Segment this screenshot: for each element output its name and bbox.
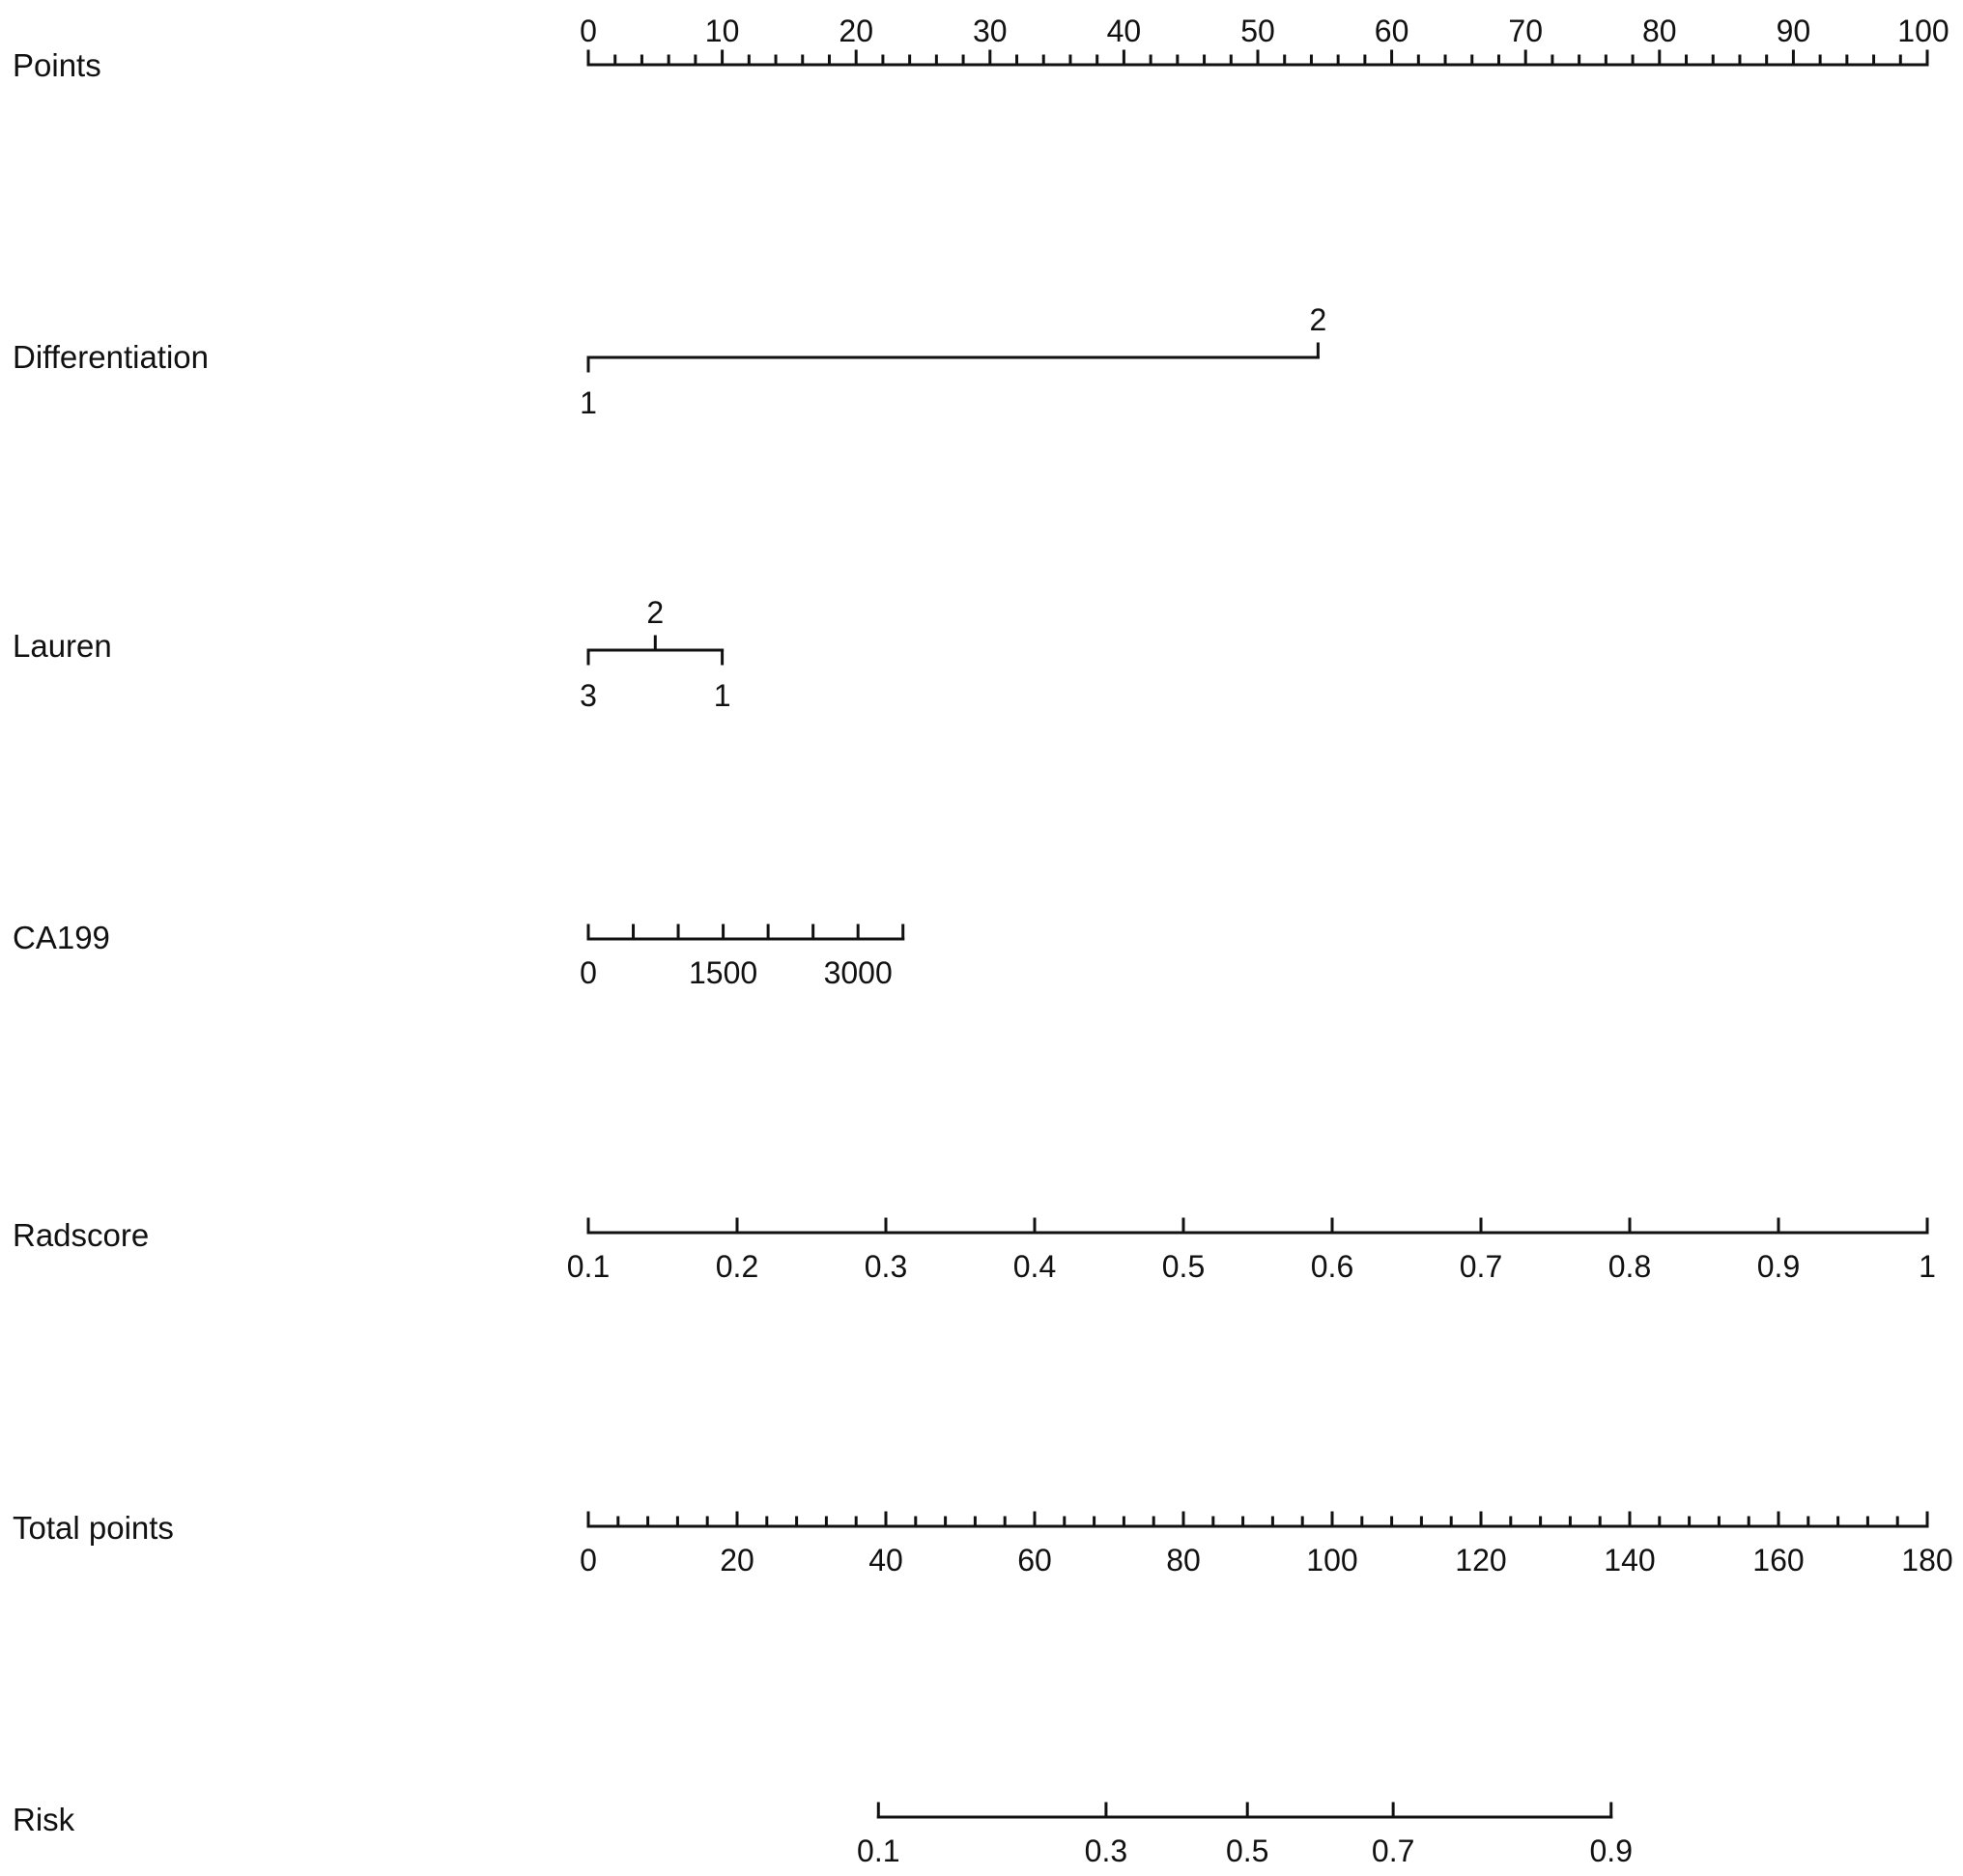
lauren-tick-label-level-1: 1	[713, 678, 731, 713]
points-tick-label-80: 80	[1642, 14, 1677, 48]
row-label-ca199: CA199	[13, 920, 110, 955]
radscore-tick-label-0-4: 0.4	[1012, 1249, 1057, 1284]
total-points-tick-label-100: 100	[1306, 1543, 1358, 1578]
total-points-tick-label-180: 180	[1901, 1543, 1953, 1578]
risk-tick-label-0-3: 0.3	[1084, 1833, 1128, 1868]
points-tick-label-60: 60	[1374, 14, 1409, 48]
points-tick-label-10: 10	[704, 14, 740, 48]
radscore-tick-label-0-6: 0.6	[1310, 1249, 1354, 1284]
differentiation-tick-label-level-2: 2	[1309, 302, 1327, 337]
ca199-tick-label-1500: 1500	[688, 955, 758, 990]
points-tick-label-70: 70	[1508, 14, 1543, 48]
row-label-lauren: Lauren	[13, 628, 112, 664]
total-points-tick-label-80: 80	[1166, 1543, 1201, 1578]
risk-tick-label-0-1: 0.1	[857, 1833, 900, 1868]
total-points-tick-label-60: 60	[1017, 1543, 1052, 1578]
row-label-differentiation: Differentiation	[13, 339, 210, 375]
radscore-tick-label-0-5: 0.5	[1161, 1249, 1206, 1284]
total-points-tick-label-160: 160	[1752, 1543, 1805, 1578]
points-tick-label-0: 0	[580, 14, 597, 48]
differentiation-tick-label-level-1: 1	[580, 385, 597, 420]
ca199-tick-label-3000: 3000	[823, 955, 893, 990]
risk-tick-label-0-5: 0.5	[1225, 1833, 1269, 1868]
radscore-tick-label-0-7: 0.7	[1459, 1249, 1503, 1284]
radscore-tick-label-0-9: 0.9	[1756, 1249, 1801, 1284]
points-tick-label-50: 50	[1240, 14, 1275, 48]
points-tick-label-30: 30	[973, 14, 1008, 48]
row-label-total-points: Total points	[13, 1510, 174, 1546]
radscore-tick-label-0-3: 0.3	[864, 1249, 908, 1284]
points-tick-label-40: 40	[1106, 14, 1142, 48]
risk-tick-label-0-9: 0.9	[1589, 1833, 1633, 1868]
points-tick-label-20: 20	[839, 14, 873, 48]
total-points-tick-label-0: 0	[580, 1543, 597, 1578]
row-label-risk: Risk	[13, 1802, 75, 1837]
radscore-tick-label-0-1: 0.1	[566, 1249, 611, 1284]
total-points-tick-label-120: 120	[1455, 1543, 1507, 1578]
radscore-tick-label-1: 1	[1919, 1249, 1936, 1284]
row-label-radscore: Radscore	[13, 1217, 150, 1253]
total-points-tick-label-140: 140	[1604, 1543, 1656, 1578]
lauren-tick-label-level-3: 3	[580, 678, 597, 713]
total-points-tick-label-40: 40	[868, 1543, 903, 1578]
total-points-tick-label-20: 20	[720, 1543, 754, 1578]
risk-tick-label-0-7: 0.7	[1371, 1833, 1415, 1868]
points-tick-label-100: 100	[1897, 14, 1949, 48]
points-tick-label-90: 90	[1776, 14, 1811, 48]
row-label-points: Points	[13, 47, 101, 83]
radscore-tick-label-0-8: 0.8	[1607, 1249, 1652, 1284]
ca199-tick-label-0: 0	[580, 955, 597, 990]
lauren-tick-label-level-2: 2	[646, 595, 665, 630]
radscore-tick-label-0-2: 0.2	[715, 1249, 759, 1284]
